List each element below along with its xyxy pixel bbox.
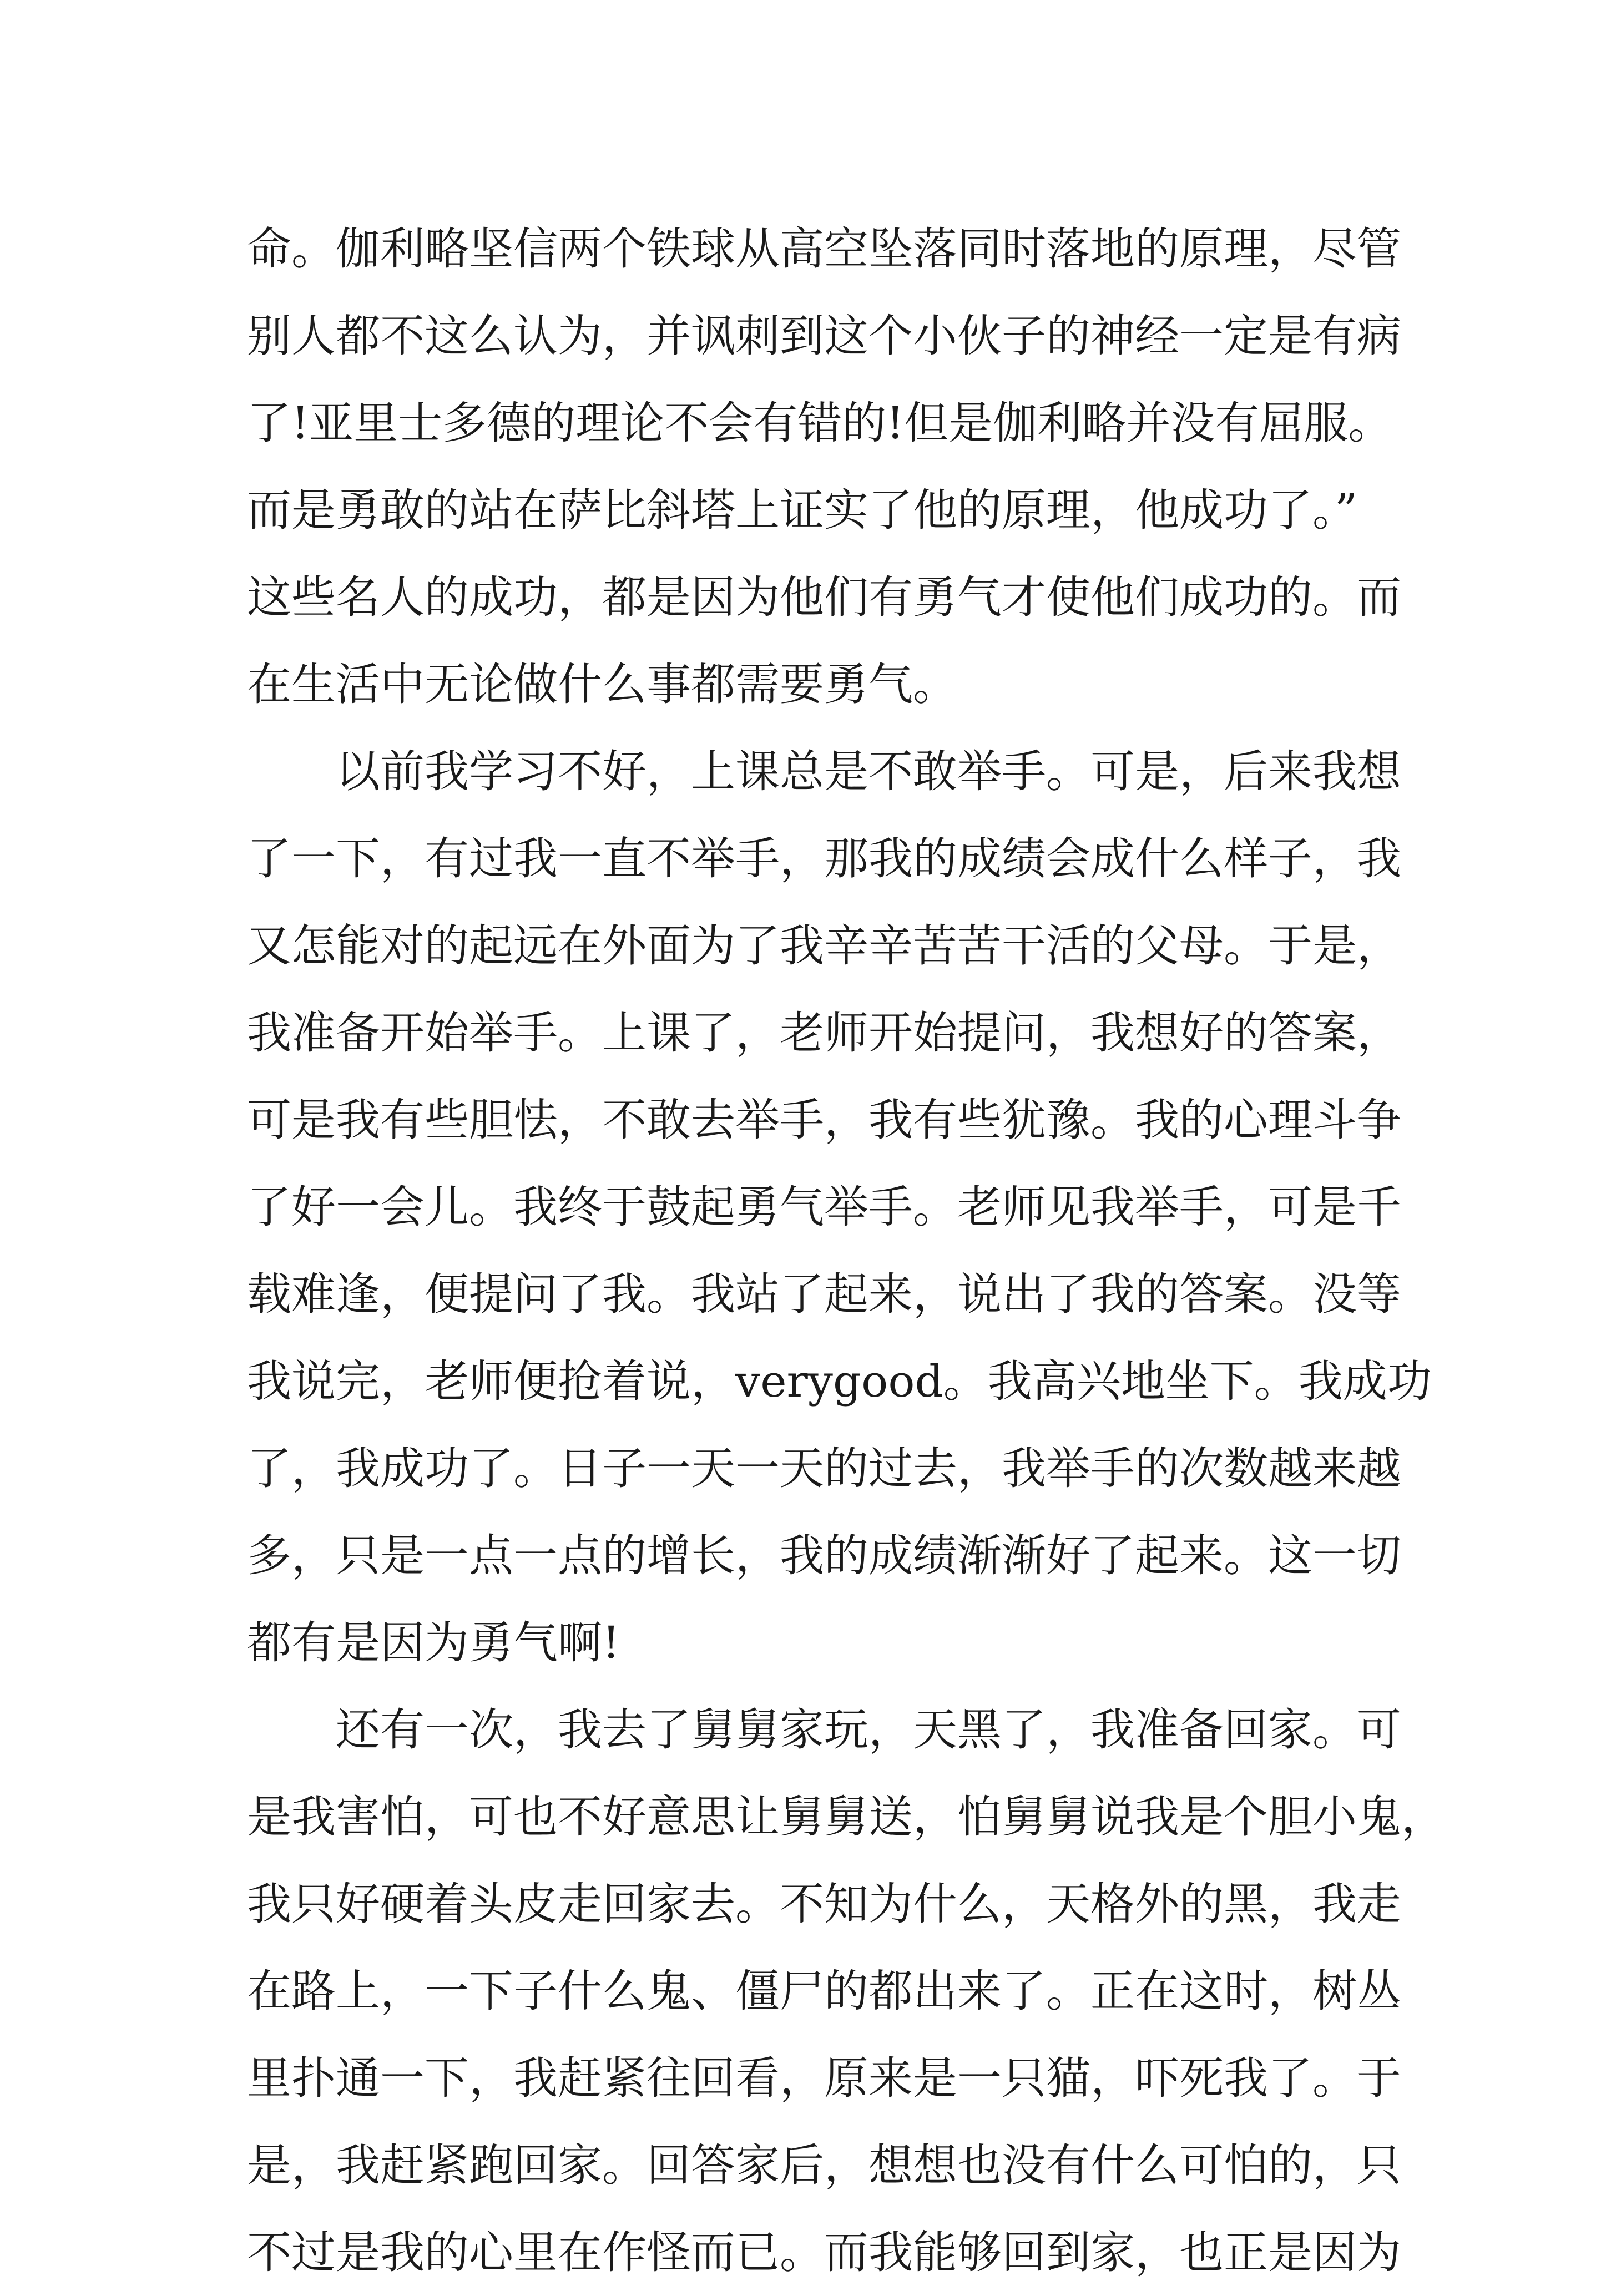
text-line: 载难逢，便提问了我。我站了起来，说出了我的答案。没等 — [247, 1268, 1401, 1320]
text-line: 我说完，老师便抢着说，verygood。我高兴地坐下。我成功 — [247, 1356, 1432, 1407]
text-line: 了，我成功了。日子一天一天的过去，我举手的次数越来越 — [247, 1443, 1401, 1494]
text-line: 了一下，有过我一直不举手，那我的成绩会成什么样子，我 — [247, 833, 1401, 884]
text-line: 命。伽利略坚信两个铁球从高空坠落同时落地的原理，尽管 — [247, 223, 1401, 275]
text-line: 可是我有些胆怯，不敢去举手，我有些犹豫。我的心理斗争 — [247, 1094, 1401, 1146]
text-line: 我只好硬着头皮走回家去。不知为什么，天格外的黑，我走 — [247, 1878, 1401, 1930]
paragraph-first-line: 还有一次，我去了舅舅家玩，天黑了，我准备回家。可 — [336, 1704, 1401, 1756]
text-line: 别人都不这么认为，并讽刺到这个小伙子的神经一定是有病 — [247, 310, 1401, 362]
text-line: 是，我赶紧跑回家。回答家后，想想也没有什么可怕的，只 — [247, 2140, 1401, 2191]
text-line: 这些名人的成功，都是因为他们有勇气才使他们成功的。而 — [247, 572, 1401, 623]
text-line: 我准备开始举手。上课了，老师开始提问，我想好的答案， — [247, 1007, 1401, 1059]
text-line: 又怎能对的起远在外面为了我辛辛苦苦干活的父母。于是， — [247, 920, 1401, 972]
text-line: 了!亚里士多德的理论不会有错的!但是伽利略并没有屈服。 — [247, 397, 1393, 449]
paragraph-first-line: 以前我学习不好，上课总是不敢举手。可是，后来我想 — [336, 746, 1401, 797]
text-line: 是我害怕，可也不好意思让舅舅送，怕舅舅说我是个胆小鬼， — [247, 1791, 1446, 1843]
text-line: 不过是我的心里在作怪而已。而我能够回到家，也正是因为 — [247, 2227, 1401, 2278]
text-line: 而是勇敢的站在萨比斜塔上证实了他的原理，他成功了。” — [247, 484, 1357, 536]
text-line: 在路上，一下子什么鬼、僵尸的都出来了。正在这时，树丛 — [247, 1965, 1401, 2017]
text-line: 都有是因为勇气啊! — [247, 1617, 620, 1668]
text-line: 了好一会儿。我终于鼓起勇气举手。老师见我举手，可是千 — [247, 1181, 1401, 1233]
body-text — [247, 205, 1446, 2296]
text-line: 多，只是一点一点的增长，我的成绩渐渐好了起来。这一切 — [247, 1530, 1401, 1581]
text-line: 里扑通一下，我赶紧往回看，原来是一只猫，吓死我了。于 — [247, 2052, 1401, 2104]
text-line: 在生活中无论做什么事都需要勇气。 — [247, 659, 957, 710]
